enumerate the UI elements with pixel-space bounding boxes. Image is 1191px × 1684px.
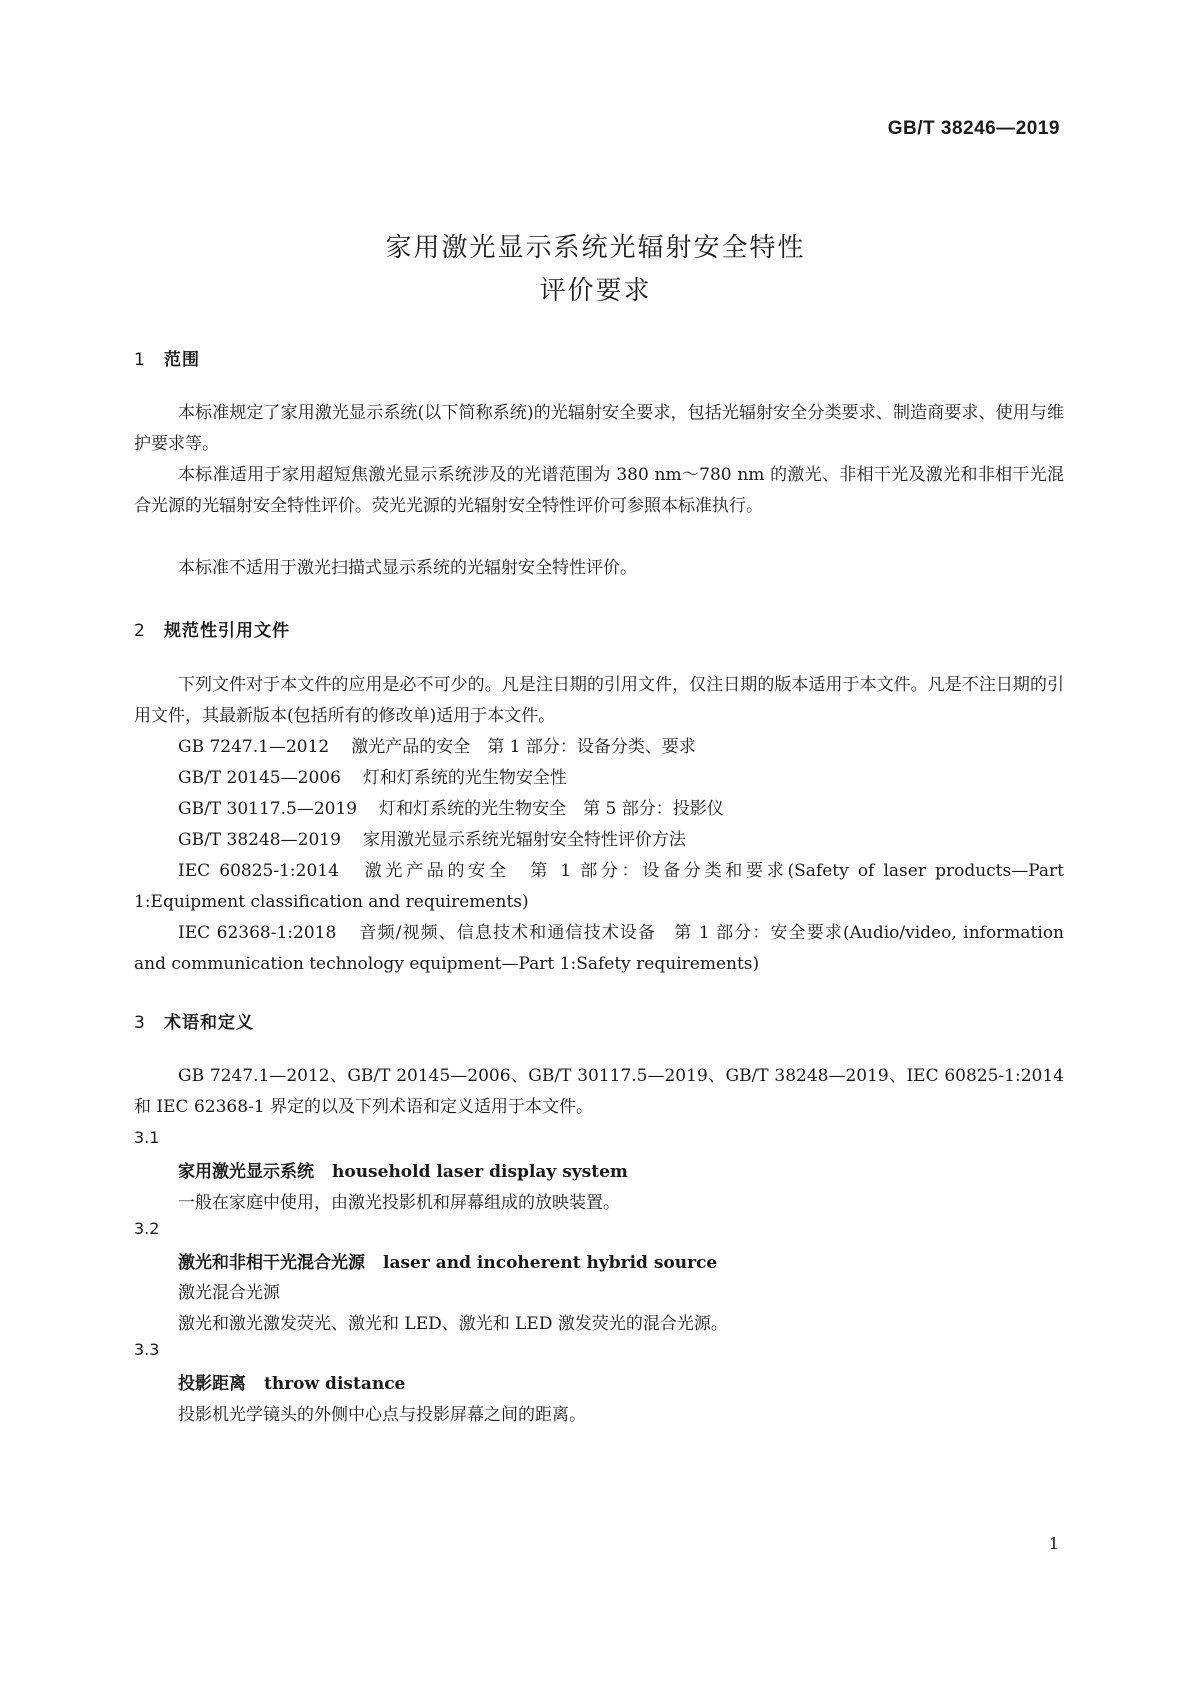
reference-title: 激光产品的安全 第 1 部分：设备分类和要求(Safety of laser products—Part 1:Equipment classification and requirements) bbox=[134, 861, 1065, 912]
term-entry bbox=[178, 1248, 717, 1273]
document-title-line2: 评价要求 bbox=[539, 276, 652, 306]
reference-item bbox=[178, 794, 724, 825]
term-definition: 激光和激光激发荧光、激光和 LED、激光和 LED 激发荧光的混合光源。 bbox=[178, 1314, 728, 1334]
term-zh: 投影距离 bbox=[178, 1374, 246, 1394]
term-zh: 激光和非相干光混合光源 bbox=[178, 1253, 365, 1273]
section-heading-terms-definitions bbox=[134, 1008, 254, 1033]
document-title-line1: 家用激光显示系统光辐射安全特性 bbox=[385, 233, 806, 263]
section-number: 3 bbox=[134, 1013, 146, 1033]
section-number: 2 bbox=[134, 621, 146, 641]
clause-number: 3.2 bbox=[134, 1219, 160, 1238]
reference-title: 音频/视频、信息技术和通信技术设备 第 1 部分：安全要求(Audio/video, information and communication technology equipment—Part 1:Safety requirements) bbox=[134, 923, 1065, 974]
term-entry bbox=[178, 1369, 405, 1394]
scope-paragraph-2: 本标准适用于家用超短焦激光显示系统涉及的光谱范围为 380 nm～780 nm 的激光、非相干光及激光和非相干光混合光源的光辐射安全特性评价。荧光光源的光辐射安全特性评价可参照本标准执行。 bbox=[134, 465, 1064, 516]
reference-item bbox=[134, 856, 1064, 918]
scope-paragraph-3: 本标准不适用于激光扫描式显示系统的光辐射安全特性评价。 bbox=[178, 558, 637, 578]
term-zh: 家用激光显示系统 bbox=[178, 1162, 314, 1182]
reference-item bbox=[134, 918, 1064, 980]
reference-code: GB/T 30117.5—2019 bbox=[178, 799, 358, 819]
section-title: 范围 bbox=[164, 350, 200, 370]
reference-code: GB/T 38248—2019 bbox=[178, 830, 341, 850]
section-title: 术语和定义 bbox=[164, 1013, 254, 1033]
reference-item bbox=[178, 732, 696, 763]
reference-code: GB 7247.1—2012 bbox=[178, 737, 330, 757]
page-number: 1 bbox=[1048, 1534, 1059, 1553]
term-en: household laser display system bbox=[332, 1162, 628, 1182]
clause-number: 3.1 bbox=[134, 1128, 160, 1147]
scope-paragraph-1: 本标准规定了家用激光显示系统(以下简称系统)的光辐射安全要求，包括光辐射安全分类要求、制造商要求、使用与维护要求等。 bbox=[134, 403, 1064, 454]
term-alternate: 激光混合光源 bbox=[178, 1283, 280, 1303]
reference-code: GB/T 20145—2006 bbox=[178, 768, 341, 788]
reference-title: 灯和灯系统的光生物安全性 bbox=[362, 768, 567, 788]
clause-number: 3.3 bbox=[134, 1340, 160, 1359]
references-intro: 下列文件对于本文件的应用是必不可少的。凡是注日期的引用文件，仅注日期的版本适用于本文件。凡是不注日期的引用文件，其最新版本(包括所有的修改单)适用于本文件。 bbox=[134, 675, 1064, 726]
reference-code: IEC 60825-1:2014 bbox=[178, 861, 339, 881]
reference-item bbox=[178, 825, 686, 856]
reference-item bbox=[178, 763, 567, 794]
section-number: 1 bbox=[134, 350, 146, 370]
term-en: throw distance bbox=[264, 1374, 406, 1394]
reference-code: IEC 62368-1:2018 bbox=[178, 923, 337, 943]
section-title: 规范性引用文件 bbox=[164, 621, 290, 641]
term-en: laser and incoherent hybrid source bbox=[383, 1253, 718, 1273]
reference-title: 家用激光显示系统光辐射安全特性评价方法 bbox=[362, 830, 686, 850]
section-heading-normative-references bbox=[134, 616, 290, 641]
reference-title: 激光产品的安全 第 1 部分：设备分类、要求 bbox=[351, 737, 696, 757]
term-definition: 一般在家庭中使用，由激光投影机和屏幕组成的放映装置。 bbox=[178, 1193, 620, 1213]
term-entry bbox=[178, 1157, 628, 1182]
term-definition: 投影机光学镜头的外侧中心点与投影屏幕之间的距离。 bbox=[178, 1405, 586, 1425]
section-heading-scope bbox=[134, 345, 200, 370]
terms-intro: GB 7247.1—2012、GB/T 20145—2006、GB/T 30117.5—2019、GB/T 38248—2019、IEC 60825-1:2014 和 IEC 62368-1 界定的以及下列术语和定义适用于本文件。 bbox=[134, 1066, 1064, 1117]
reference-title: 灯和灯系统的光生物安全 第 5 部分：投影仪 bbox=[379, 799, 724, 819]
standard-number: GB/T 38246—2019 bbox=[887, 118, 1060, 139]
